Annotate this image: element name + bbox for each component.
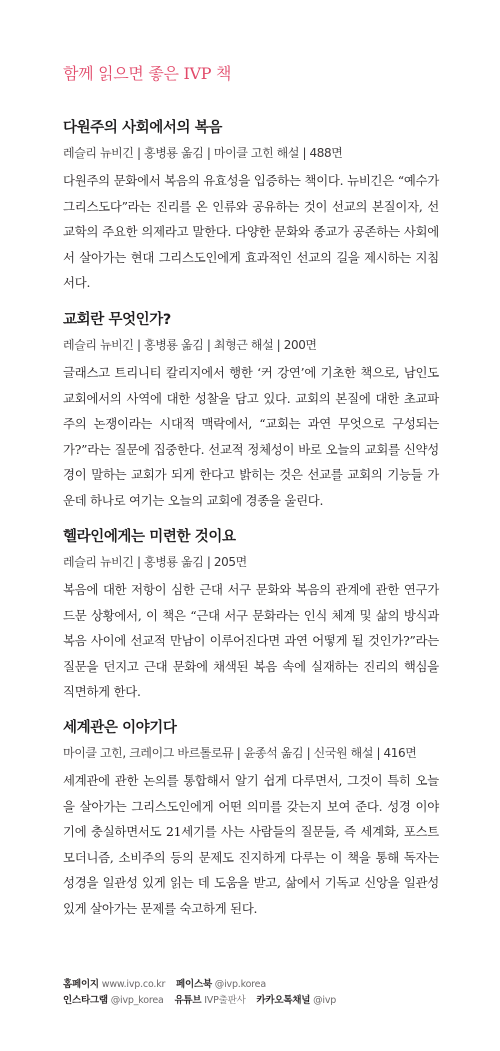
homepage-link[interactable]: www.ivp.co.kr [101, 979, 166, 990]
book-meta: 마이클 고힌, 크레이그 바르톨로뮤 | 윤종석 옮김 | 신국원 해설 | 416면 [63, 746, 417, 760]
book-description: 복음에 대한 저항이 심한 근대 서구 문화와 복음의 관계에 관한 연구가 드문 상황에서, 이 책은 “근대 서구 문화라는 인식 체계 및 삶의 방식과 복음 사이에 선교적 만남이 이루어진다면 과연 어떻게 될 것인가?”라는 질문을 던지고 근대 문화에 채색된 복음 속에 실재하는 진리의 핵심을 직면하게 한다. [63, 582, 439, 700]
kakao-label: 카카오톡채널 [256, 995, 311, 1006]
facebook-label: 페이스북 [176, 979, 212, 990]
kakao-link[interactable]: @ivp [313, 995, 337, 1006]
book-entry-1 [63, 118, 439, 296]
footer-line-1 [63, 977, 336, 993]
youtube-link[interactable]: IVP출판사 [204, 995, 246, 1006]
book-entry-3 [63, 527, 439, 705]
book-meta: 레슬리 뉴비긴 | 홍병룡 옮김 | 최형근 해설 | 200면 [63, 338, 317, 352]
instagram-label: 인스타그램 [63, 995, 108, 1006]
book-description: 글래스고 트리니티 칼리지에서 행한 ‘커 강연’에 기초한 책으로, 남인도 교회에서의 사역에 대한 성찰을 담고 있다. 교회의 본질에 대한 초교파주의 논쟁이라는 시대적 맥락에서, “교회는 과연 무엇으로 구성되는가?”라는 질문에 집중한다. 선교적 정체성이 바로 오늘의 교회를 신약성경이 말하는 교회가 되게 한다고 밝히는 것은 선교를 교회의 기능들 가운데 하나로 여기는 오늘의 교회에 경종을 울린다. [63, 365, 439, 508]
footer-contact [63, 977, 336, 1009]
instagram-link[interactable]: @ivp_korea [110, 995, 164, 1006]
book-title: 세계관은 이야기다 [63, 720, 177, 736]
book-description: 세계관에 관한 논의를 통합해서 알기 쉽게 다루면서, 그것이 특히 오늘을 살아가는 그리스도인에게 어떤 의미를 갖는지 보여 준다. 성경 이야기에 충실하면서도 21세기를 사는 사람들의 질문들, 즉 세계화, 포스트모더니즘, 소비주의 등의 문제도 진지하게 다루는 이 책을 통해 독자는 성경을 일관성 있게 읽는 데 도움을 받고, 삶에서 기독교 신앙을 일관성 있게 살아가는 문제를 숙고하게 된다. [63, 773, 439, 916]
book-entry-2 [63, 310, 439, 514]
facebook-link[interactable]: @ivp.korea [214, 979, 266, 990]
section-title: 함께 읽으면 좋은 IVP 책 [63, 64, 232, 83]
book-title: 교회란 무엇인가? [63, 312, 171, 328]
book-meta: 레슬리 뉴비긴 | 홍병룡 옮김 | 205면 [63, 555, 247, 569]
homepage-label: 홈페이지 [63, 979, 99, 990]
youtube-label: 유튜브 [174, 995, 202, 1006]
book-meta: 레슬리 뉴비긴 | 홍병룡 옮김 | 마이클 고힌 해설 | 488면 [63, 146, 343, 160]
book-title: 다원주의 사회에서의 복음 [63, 120, 222, 136]
book-entry-4 [63, 718, 439, 922]
book-description: 다원주의 문화에서 복음의 유효성을 입증하는 책이다. 뉴비긴은 “예수가 그리스도다”라는 진리를 온 인류와 공유하는 것이 선교의 본질이자, 선교학의 주요한 의제라고 말한다. 다양한 문화와 종교가 공존하는 사회에서 살아가는 현대 그리스도인에게 효과적인 선교의 길을 제시하는 지침서다. [63, 173, 439, 291]
footer-line-2 [63, 993, 336, 1009]
book-title: 헬라인에게는 미련한 것이요 [63, 529, 236, 545]
